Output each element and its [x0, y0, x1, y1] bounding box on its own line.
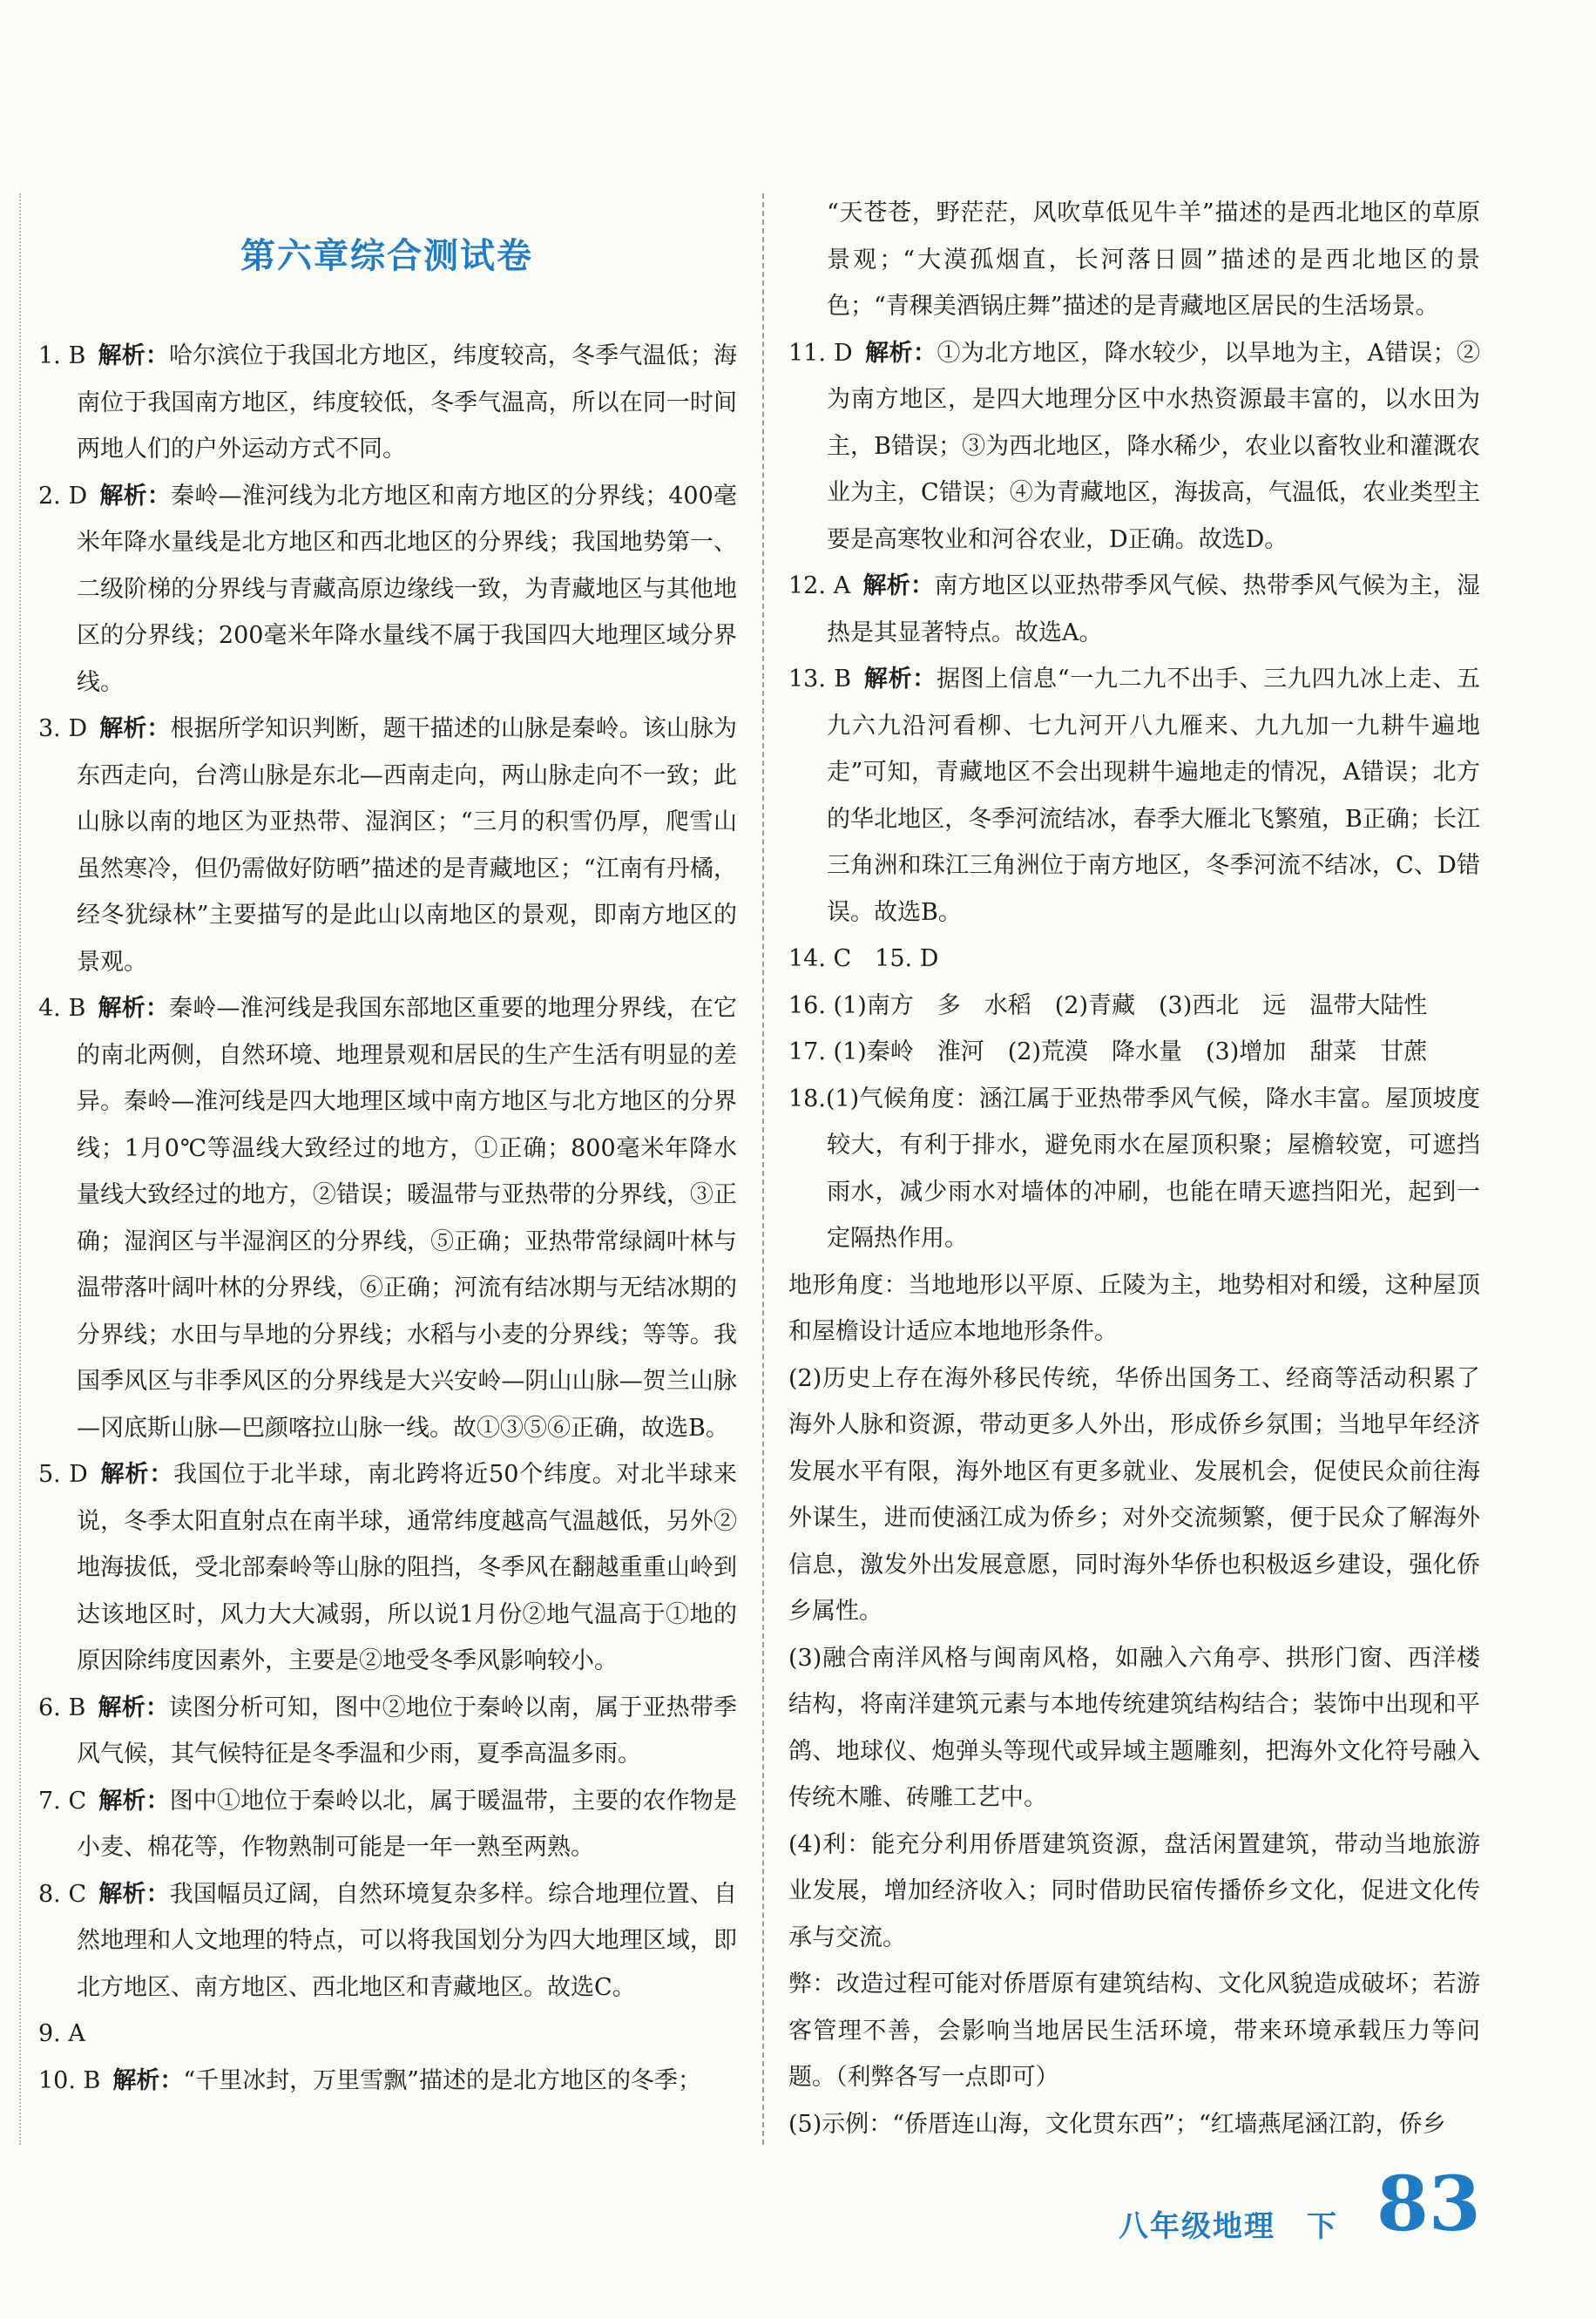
analysis-text: 秦岭—淮河线是我国东部地区重要的地理分界线，在它的南北两侧，自然环境、地理景观和居民的生产生活有明显的差异。秦岭—淮河线是四大地理区域中南方地区与北方地区的分界线；1月0℃等温线大致经过的地方，①正确；800毫米年降水量线大致经过的地方，②错误；暖温带与亚热带的分界线，③正确；湿润区与半湿润区的分界线，⑤正确；亚热带常绿阔叶林与温带落叶阔叶林的分界线，⑥正确；河流有结冰期与无结冰期的分界线；水田与旱地的分界线；水稻与小麦的分界线；等等。我国季风区与非季风区的分界线是大兴安岭—阴山山脉—贺兰山脉—冈底斯山脉—巴颜喀拉山脉一线。故①③⑤⑥正确，故选B。 — [77, 995, 737, 1442]
answer-item-18-terrain: 地形角度：当地地形以平原、丘陵为主，地势相对和缓，这种屋顶和屋檐设计适应本地地形条件。 — [788, 1271, 1480, 1345]
answer-items-14-15: 14. C 15. D — [788, 945, 939, 972]
analysis-label: 解析： — [99, 482, 172, 510]
analysis-label: 解析： — [863, 666, 937, 693]
analysis-label: 解析： — [99, 715, 171, 742]
analysis-label: 解析： — [99, 1461, 174, 1488]
answer-item-5 — [38, 1451, 737, 1685]
analysis-text: “千里冰封，万里雪飘”描述的是北方地区的冬季； — [183, 2066, 701, 2094]
answer-item-4 — [38, 985, 737, 1451]
left-column — [38, 333, 737, 2104]
answer-item-2 — [38, 473, 737, 707]
item-number: 10. B — [38, 2066, 101, 2094]
item-number: 3. D — [38, 715, 88, 742]
answer-item-17: 17. (1)秦岭 淮河 (2)荒漠 降水量 (3)增加 甜菜 甘蔗 — [788, 1038, 1428, 1065]
answer-item-13 — [788, 656, 1480, 936]
item-number: 5. D — [38, 1461, 88, 1488]
analysis-text: 根据所学知识判断，题干描述的山脉是秦岭。该山脉为东西走向，台湾山脉是东北—西南走向，两山脉走向不一致；此山脉以南的地区为亚热带、湿润区；“三月的积雪仍厚，爬雪山虽然寒冷，但仍需做好防晒”描述的是青藏地区；“江南有丹橘，经冬犹绿林”主要描写的是此山以南地区的景观，即南方地区的景观。 — [77, 715, 738, 976]
answer-item-8 — [38, 1871, 737, 2011]
analysis-label: 解析： — [864, 339, 937, 367]
q18-part1-text: (1)气候角度：涵江属于亚热带季风气候，降水丰富。屋顶坡度较大，有利于排水，避免雨水在屋顶积聚；屋檐较宽，可遮挡雨水，减少雨水对墙体的冲刷，也能在晴天遮挡阳光，起到一定隔热作用。 — [825, 1085, 1480, 1252]
item-number: 18. — [788, 1085, 826, 1112]
answer-item-16: 16. (1)南方 多 水稻 (2)青藏 (3)西北 远 温带大陆性 — [788, 991, 1428, 1019]
answer-item-12 — [788, 563, 1480, 656]
item-number: 12. A — [788, 572, 851, 599]
left-margin-dotted-line — [19, 193, 21, 2145]
analysis-text: 哈尔滨位于我国北方地区，纬度较高，冬季气温低；海南位于我国南方地区，纬度较低，冬季气温高，所以在同一时间两地人们的户外运动方式不同。 — [77, 342, 737, 463]
analysis-label: 解析： — [98, 1787, 170, 1815]
item-number: 7. C — [38, 1787, 87, 1815]
item-number: 9. A — [38, 2020, 85, 2047]
analysis-label: 解析： — [98, 995, 170, 1022]
footer-grade-subject — [1119, 2202, 1338, 2245]
right-column — [788, 190, 1480, 2147]
item-number: 4. B — [38, 995, 86, 1022]
analysis-text: 读图分析可知，图中②地位于秦岭以南，属于亚热带季风气候，其气候特征是冬季温和少雨，夏季高温多雨。 — [77, 1694, 737, 1768]
answer-item-18-part5: (5)示例：“侨厝连山海，文化贯东西”；“红墙燕尾涵江韵，侨乡 — [788, 2110, 1446, 2138]
analysis-text: 据图上信息“一九二九不出手、三九四九冰上走、五九六九沿河看柳、七九河开八九雁来、九九加一九耕牛遍地走”可知，青藏地区不会出现耕牛遍地走的情况，A错误；北方的华北地区，冬季河流结冰，春季大雁北飞繁殖，B正确；长江三角洲和珠江三角洲位于南方地区，冬季河流不结冰，C、D错误。故选B。 — [827, 666, 1480, 926]
analysis-text: 图中①地位于秦岭以北，属于暖温带，主要的农作物是小麦、棉花等，作物熟制可能是一年一熟至两熟。 — [77, 1787, 738, 1861]
item-number: 6. B — [38, 1694, 86, 1721]
item-number: 1. B — [38, 342, 86, 369]
item-number: 8. C — [38, 1880, 87, 1908]
analysis-text: 南方地区以亚热带季风气候、热带季风气候为主，湿热是其显著特点。故选A。 — [827, 572, 1481, 646]
analysis-label: 解析： — [112, 2066, 184, 2094]
item-number: 11. D — [788, 339, 853, 367]
analysis-text: 我国位于北半球，南北跨将近50个纬度。对北半球来说，冬季太阳直射点在南半球，通常纬度越高气温越低，另外②地海拔低，受北部秦岭等山脉的阻挡，冬季风在翻越重重山岭到达该地区时，风力大大减弱，所以说1月份②地气温高于①地的原因除纬度因素外，主要是②地受冬季风影响较小。 — [77, 1461, 738, 1674]
analysis-text: 我国幅员辽阔，自然环境复杂多样。综合地理位置、自然地理和人文地理的特点，可以将我国划分为四大地理区域，即北方地区、南方地区、西北地区和青藏地区。故选C。 — [77, 1880, 738, 2001]
analysis-label: 解析： — [862, 572, 935, 599]
grade-subject-text: 八年级地理 — [1119, 2209, 1275, 2244]
analysis-label: 解析： — [98, 1880, 170, 1908]
answer-item-1 — [38, 333, 737, 473]
answer-item-18-part1 — [788, 1076, 1480, 1262]
analysis-label: 解析： — [98, 342, 170, 369]
answer-item-18-part3: (3)融合南洋风格与闽南风格，如融入六角亭、拱形门窗、西洋楼结构，将南洋建筑元素与本地传统建筑结构结合；装饰中出现和平鸽、地球仪、炮弹头等现代或异域主题雕刻，把海外文化符号融入传统木雕、砖雕工艺中。 — [788, 1644, 1480, 1811]
answer-item-11 — [788, 330, 1480, 564]
page-number: 83 — [1376, 2160, 1481, 2248]
answer-item-10 — [38, 2058, 737, 2105]
answer-item-3 — [38, 706, 737, 985]
item-number: 2. D — [38, 482, 88, 510]
answer-item-18-part2: (2)历史上存在海外移民传统，华侨出国务工、经商等活动积累了海外人脉和资源，带动更多人外出，形成侨乡氛围；当地早年经济发展水平有限，海外地区有更多就业、发展机会，促使民众前往海外谋生，进而使涵江成为侨乡；对外交流频繁，便于民众了解海外信息，激发外出发展意愿，同时海外华侨也积极返乡建设，强化侨乡属性。 — [788, 1364, 1480, 1625]
answer-item-7 — [38, 1778, 737, 1871]
page-title: 第六章综合测试卷 — [240, 236, 533, 276]
answer-item-6 — [38, 1685, 737, 1778]
item-number: 13. B — [788, 666, 852, 693]
answer-item-18-part4-cons: 弊：改造过程可能对侨厝原有建筑结构、文化风貌造成破坏；若游客管理不善，会影响当地居民生活环境，带来环境承载压力等问题。（利弊各写一点即可） — [788, 1971, 1480, 2091]
answer-item-9 — [38, 2011, 737, 2058]
analysis-text: 秦岭—淮河线为北方地区和南方地区的分界线；400毫米年降水量线是北方地区和西北地区的分界线；我国地势第一、二级阶梯的分界线与青藏高原边缘线一致，为青藏地区与其他地区的分界线；200毫米年降水量线不属于我国四大地理区域分界线。 — [77, 482, 737, 696]
answer-item-10-continued: “天苍苍，野茫茫，风吹草低见牛羊”描述的是西北地区的草原景观；“大漠孤烟直，长河落日圆”描述的是西北地区的景色；“青稞美酒锅庄舞”描述的是青藏地区居民的生活场景。 — [827, 199, 1480, 320]
volume-text: 下 — [1307, 2209, 1338, 2244]
column-divider — [762, 193, 764, 2145]
analysis-label: 解析： — [98, 1694, 170, 1721]
analysis-text: ①为北方地区，降水较少，以旱地为主，A错误；②为南方地区，是四大地理分区中水热资源最丰富的，以水田为主，B错误；③为西北地区，降水稀少，农业以畜牧业和灌溉农业为主，C错误；④为青藏地区，海拔高，气温低，农业类型主要是高寒牧业和河谷农业，D正确。故选D。 — [827, 339, 1481, 553]
answer-item-18-part4-pros: (4)利：能充分利用侨厝建筑资源，盘活闲置建筑，带动当地旅游业发展，增加经济收入；同时借助民宿传播侨乡文化，促进文化传承与交流。 — [788, 1830, 1480, 1951]
